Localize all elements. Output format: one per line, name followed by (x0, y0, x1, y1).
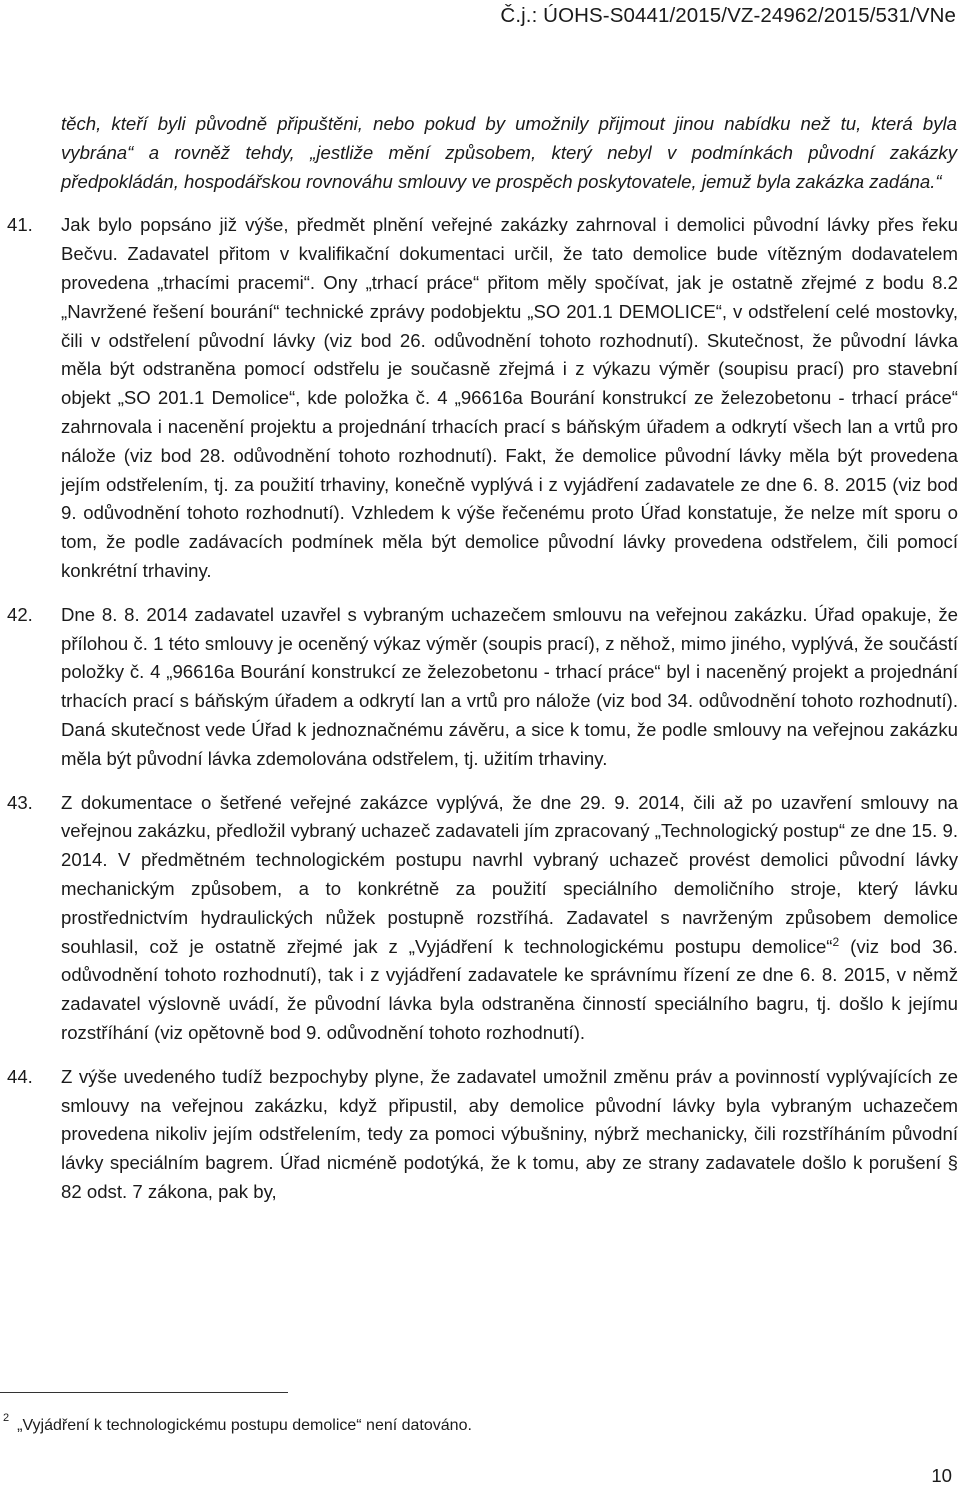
paragraph-text: Jak bylo popsáno již výše, předmět plnění veřejné zakázky zahrnoval i demolici původní lávky přes řeku Bečvu. Zadavatel přitom v kvalifikační dokumentaci určil, že tato demolice bude vítězným dodavatelem provedena „trhacími pracemi“. Ony „trhací práce“ přitom měly spočívat, jak je ostatně zřejmé z bodu 8.2 „Navržené řešení bourání“ technické zprávy podobjektu „SO 201.1 DEMOLICE“, v odstřelení celé mostovky, čili v odstřelení původní lávky (viz bod 26. odůvodnění tohoto rozhodnutí). Skutečnost, že původní lávka měla být odstraněna pomocí odstřelu je současně zřejmá i z výkazu výměr (soupisu prací) pro stavební objekt „SO 201.1 Demolice“, kde položka č. 4 „96616a Bourání konstrukcí ze železobetonu - trhací práce“ zahrnovala i nacenění projektu a projednání trhacích prací s báňským úřadem a odkrytí všech lan a vrtů pro nálože (viz bod 28. odůvodnění tohoto rozhodnutí). Fakt, že demolice původní lávky měla být provedena jejím odstřelením, tj. za použití trhaviny, konečně vyplývá i z vyjádření zadavatele ze dne 6. 8. 2015 (viz bod 9. odůvodnění tohoto rozhodnutí). Vzhledem k výše řečenému proto Úřad konstatuje, že nelze mít sporu o tom, že podle zadávacích podmínek měla být demolice původní lávky provedena odstřelem, čili pomocí konkrétní trhaviny. (61, 214, 958, 581)
footnote-reference[interactable]: 2 (832, 934, 840, 949)
paragraph-42 (0, 601, 958, 774)
document-body (0, 110, 960, 1207)
paragraph-text: Z dokumentace o šetřené veřejné zakázce vyplývá, že dne 29. 9. 2014, čili až po uzavření smlouvy na veřejnou zakázku, předložil vybraný uchazeč zadavateli jím zpracovaný „Technologický postup“ ze dne 15. 9. 2014. V předmětném technologickém postupu navrhl vybraný uchazeč provést demolici původní lávky mechanickým způsobem, a to konkrétně za použití speciálního demoličního stroje, který lávku prostřednictvím hydraulických nůžek postupně rozstříhá. Zadavatel s navrženým způsobem demolice souhlasil, což je ostatně zřejmé jak z „Vyjádření k technologickému postupu demolice“ (61, 791, 958, 957)
paragraph-41 (0, 211, 958, 585)
paragraph-44 (0, 1063, 958, 1207)
quoted-text-continuation: těch, kteří byli původně připuštěni, nebo pokud by umožnily přijmout jinou nabídku než tu, která byla vybrána“ a rovněž tehdy, „jestliže mění způsobem, který nebyl v podmínkách původní zakázky předpokládán, hospodářskou rovnováhu smlouvy ve prospěch poskytovatele, jemuž byla zakázka zadána.“ (61, 113, 957, 192)
page-number: 10 (931, 1465, 952, 1486)
footnote-separator (0, 1392, 288, 1393)
paragraph-number: 42. (7, 603, 33, 625)
document-reference-number: Č.j.: ÚOHS-S0441/2015/VZ-24962/2015/531/VNe (500, 4, 956, 27)
paragraph-number: 41. (7, 214, 33, 236)
footnote (3, 1412, 472, 1438)
footnote-mark: 2 (3, 1412, 10, 1424)
paragraph-number: 43. (7, 791, 33, 813)
footnote-text: „Vyjádření k technologickému postupu demolice“ není datováno. (17, 1417, 472, 1434)
paragraph-43 (0, 789, 958, 1048)
paragraph-number: 44. (7, 1065, 33, 1087)
paragraph-text: Dne 8. 8. 2014 zadavatel uzavřel s vybraným uchazečem smlouvu na veřejnou zakázku. Úřad opakuje, že přílohou č. 1 této smlouvy je oceněný výkaz výměr (soupis prací), z něhož, mimo jiného, vyplývá, že součástí položky č. 4 „96616a Bourání konstrukcí ze železobetonu - trhací práce“ byl i naceněný projekt a projednání trhacích prací s báňským úřadem a odkrytí lan a vrtů pro nálože (viz bod 34. odůvodnění tohoto rozhodnutí). Daná skutečnost vede Úřad k jednoznačnému závěru, a sice k tomu, že podle smlouvy na veřejnou zakázku měla být původní lávka zdemolována odstřelem, tj. užitím trhaviny. (61, 603, 958, 769)
paragraph-text: Z výše uvedeného tudíž bezpochyby plyne, že zadavatel umožnil změnu práv a povinností vyplývajících ze smlouvy na veřejnou zakázku, když připustil, aby demolice původní lávky byla vybraným uchazečem provedena nikoliv jejím odstřelením, tedy za pomoci výbušniny, nýbrž mechanicky, čili rozstříháním původní lávky speciálním bagrem. Úřad nicméně podotýká, že k tomu, aby ze strany zadavatele došlo k porušení § 82 odst. 7 zákona, pak by, (61, 1065, 958, 1202)
paragraph-text-continued: (viz bod 36. odůvodnění tohoto rozhodnutí), tak i z vyjádření zadavatele ke správnímu řízení ze dne 6. 8. 2015, v němž zadavatel výslovně uvádí, že původní lávka byla odstraněna činností speciálního bagru, tj. došlo k jejímu rozstříhání (viz opětovně bod 9. odůvodnění tohoto rozhodnutí). (61, 935, 958, 1043)
